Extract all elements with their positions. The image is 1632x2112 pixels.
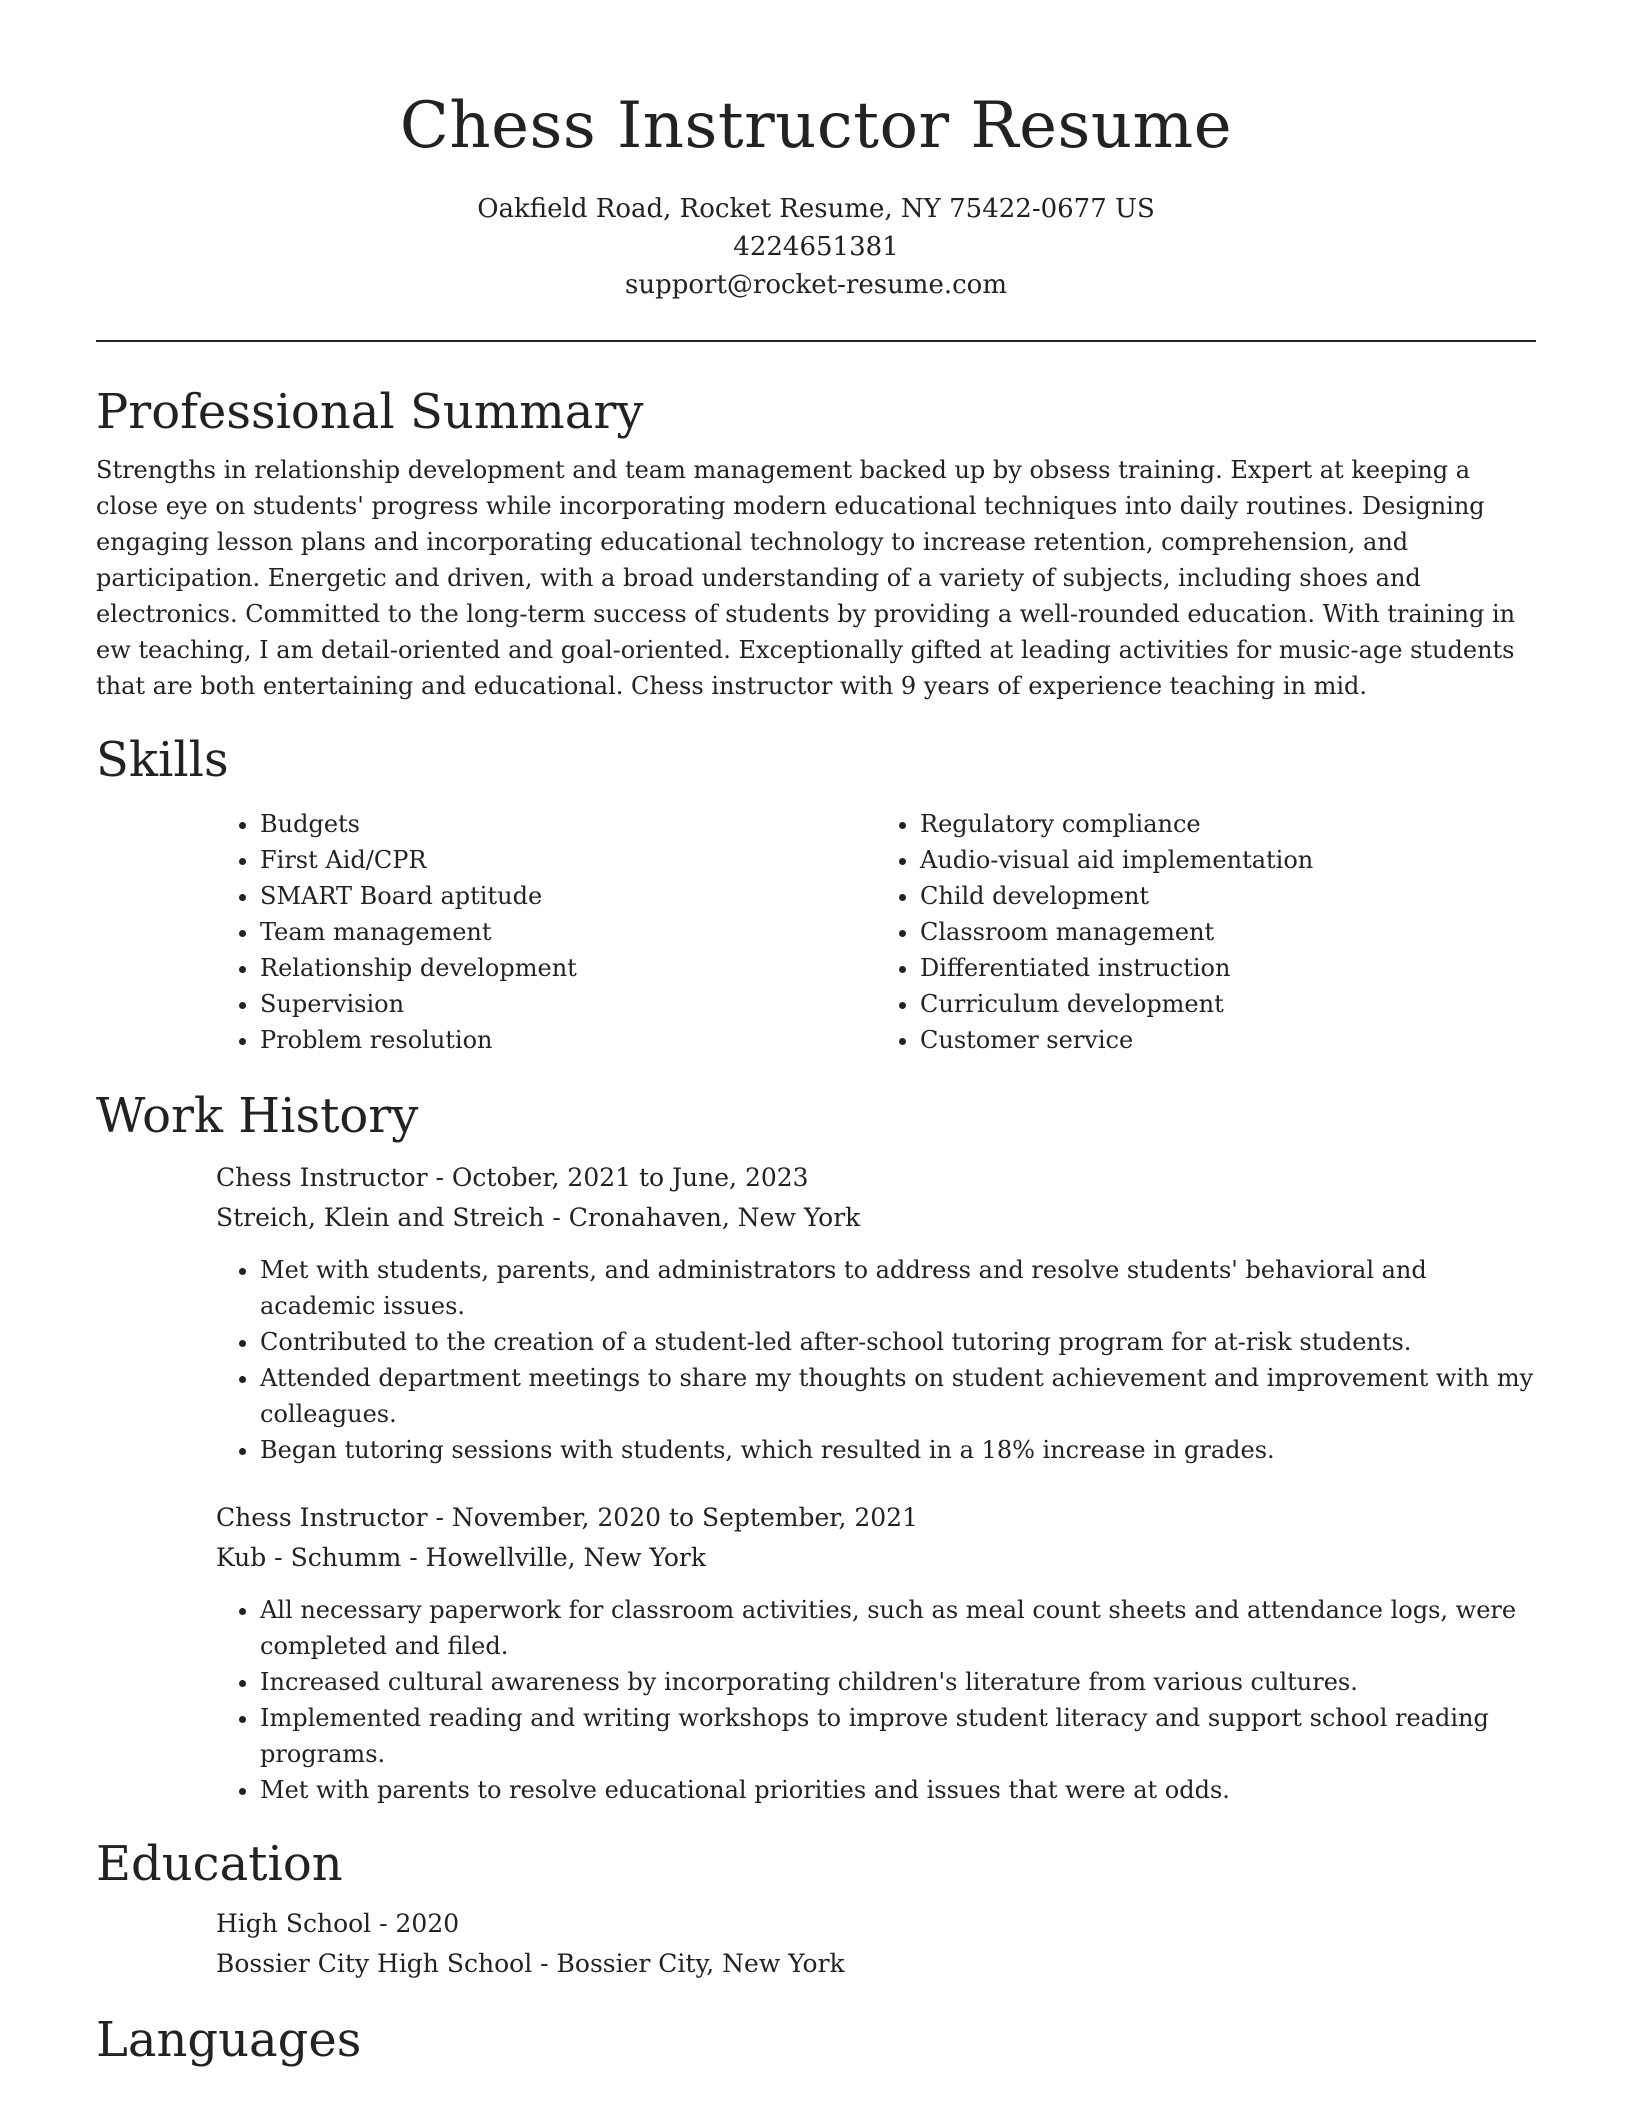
skill-item: • Curriculum development — [920, 986, 1536, 1022]
summary-text: Strengths in relationship development and team management backed up by obsess training. Expert at keeping a close eye on students' progress while incorporating modern educational techniques into daily routines. Designing engaging lesson plans and incorporating educational technology to increase retention, comprehension, and participation. Energetic and driven, with a broad understanding of a variety of subjects, including shoes and electronics. Committed to the long-term success of students by providing a well-rounded education. With training in ew teaching, I am detail-oriented and goal-oriented. Exceptionally gifted at leading activities for music-age students that are both entertaining and educational. Chess instructor with 9 years of experience teaching in mid. — [96, 456, 1516, 700]
job-title-line — [216, 1498, 1536, 1538]
job-bullets — [216, 1252, 1536, 1468]
job-bullet: • All necessary paperwork for classroom activities, such as meal count sheets and attendance logs, were completed and filed. — [260, 1592, 1536, 1664]
skills-grid — [216, 806, 1536, 1058]
skills-list-left — [216, 806, 876, 1058]
graduation-year: - 2020 — [371, 1909, 460, 1938]
skills-list-right — [876, 806, 1536, 1058]
skill-item: • Problem resolution — [260, 1022, 876, 1058]
skills-section — [96, 730, 1536, 1058]
skill-item: • Customer service — [920, 1022, 1536, 1058]
job-bullet: • Implemented reading and writing workshops to improve student literacy and support school reading programs. — [260, 1700, 1536, 1772]
education-entry — [216, 1904, 1536, 1984]
skill-item: • Child development — [920, 878, 1536, 914]
job-dates: - October, 2021 to June, 2023 — [427, 1163, 809, 1192]
summary-heading: Professional Summary — [96, 384, 644, 440]
address: Oakfield Road, Rocket Resume, NY 75422-0677 US — [477, 194, 1155, 224]
skill-item: • Classroom management — [920, 914, 1536, 950]
job-company: Kub - Schumm — [216, 1543, 402, 1572]
work-section — [96, 1086, 1536, 1808]
job-entry — [216, 1158, 1536, 1468]
skill-item: • Differentiated instruction — [920, 950, 1536, 986]
summary-section — [96, 382, 1536, 704]
skills-heading: Skills — [96, 732, 229, 788]
skill-item: • First Aid/CPR — [260, 842, 876, 878]
job-bullet: • Increased cultural awareness by incorporating children's literature from various cultures. — [260, 1664, 1536, 1700]
job-bullet: • Began tutoring sessions with students, which resulted in a 18% increase in grades. — [260, 1432, 1536, 1468]
resume-header — [96, 0, 1536, 304]
job-role: Chess Instructor — [216, 1163, 428, 1192]
header-divider — [96, 340, 1536, 342]
job-bullet: • Met with students, parents, and administrators to address and resolve students' behavioral and academic issues. — [260, 1252, 1536, 1324]
job-dates: - November, 2020 to September, 2021 — [427, 1503, 918, 1532]
school-location: - Bossier City, New York — [532, 1949, 845, 1978]
job-bullet: • Met with parents to resolve educational priorities and issues that were at odds. — [260, 1772, 1536, 1808]
resume-title: Chess Instructor Resume — [399, 89, 1233, 163]
job-company-line — [216, 1538, 1536, 1578]
school-line — [216, 1944, 1536, 1984]
work-heading: Work History — [96, 1088, 419, 1144]
job-role: Chess Instructor — [216, 1503, 428, 1532]
degree: High School — [216, 1909, 372, 1938]
skill-item: • Audio-visual aid implementation — [920, 842, 1536, 878]
resume-page — [96, 0, 1536, 2070]
skill-item: • Team management — [260, 914, 876, 950]
job-company-line — [216, 1198, 1536, 1238]
job-location: - Howellville, New York — [401, 1543, 707, 1572]
degree-line — [216, 1904, 1536, 1944]
education-heading: Education — [96, 1836, 343, 1892]
skill-item: • Supervision — [260, 986, 876, 1022]
job-bullet: • Attended department meetings to share my thoughts on student achievement and improvement with my colleagues. — [260, 1360, 1536, 1432]
job-bullet: • Contributed to the creation of a student-led after-school tutoring program for at-risk students. — [260, 1324, 1536, 1360]
job-location: - Cronahaven, New York — [544, 1203, 861, 1232]
job-entry — [216, 1498, 1536, 1808]
skill-item: • Relationship development — [260, 950, 876, 986]
contact-info — [96, 190, 1536, 304]
skill-item: • Regulatory compliance — [920, 806, 1536, 842]
job-company: Streich, Klein and Streich — [216, 1203, 545, 1232]
skill-item: • Budgets — [260, 806, 876, 842]
skill-item: • SMART Board aptitude — [260, 878, 876, 914]
phone: 4224651381 — [733, 232, 899, 262]
languages-section — [96, 2010, 1536, 2070]
school-name: Bossier City High School — [216, 1949, 533, 1978]
email: support@rocket-resume.com — [624, 270, 1007, 300]
education-section — [96, 1834, 1536, 1984]
languages-heading: Languages — [96, 2012, 362, 2068]
job-title-line — [216, 1158, 1536, 1198]
job-bullets — [216, 1592, 1536, 1808]
